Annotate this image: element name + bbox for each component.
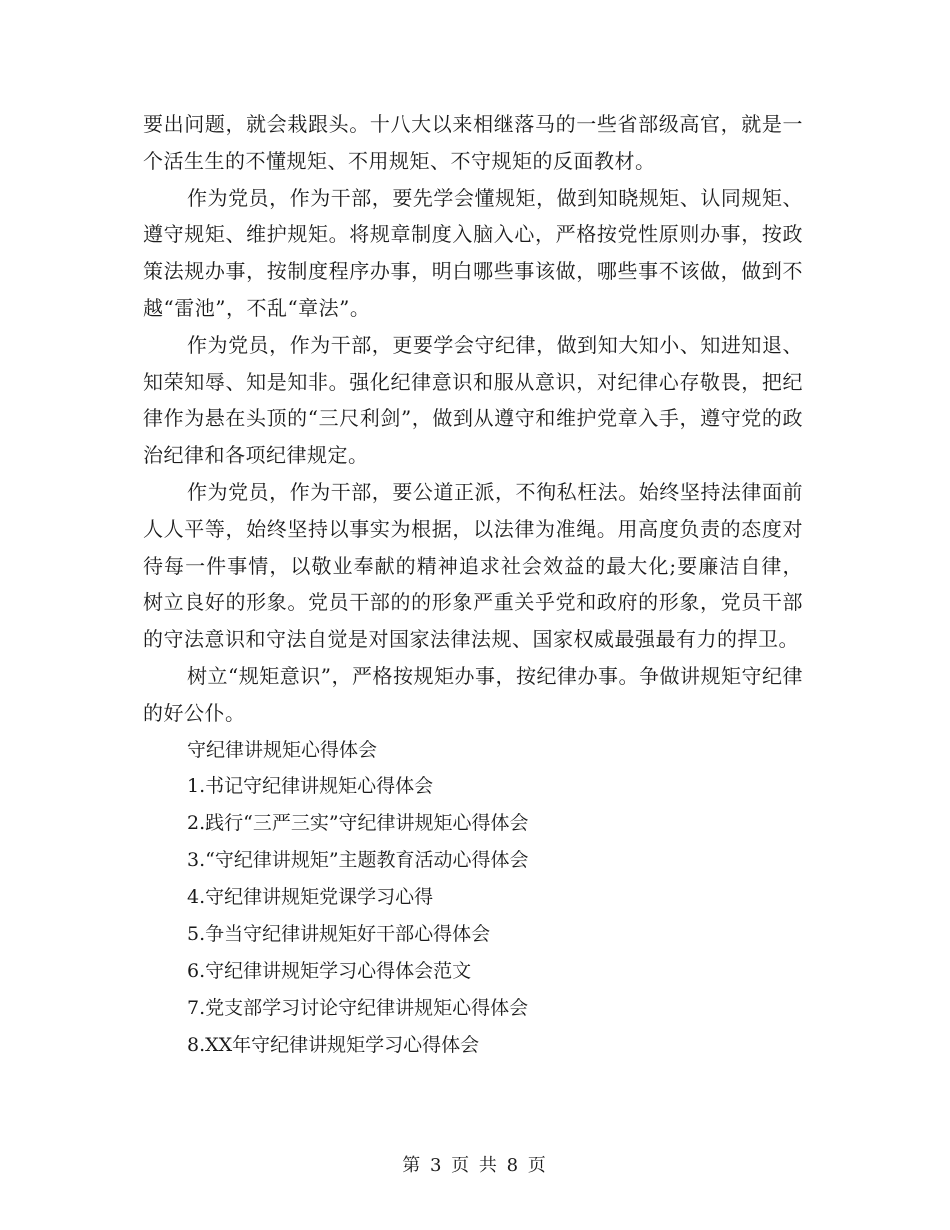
related-list-title: 守纪律讲规矩心得体会 [187, 738, 378, 761]
paragraph-continuation: 要出问题，就会栽跟头。十八大以来相继落马的一些省部级高官，就是一个活生生的不懂规矩、不用规矩、不守规矩的反面教材。 [143, 112, 803, 173]
list-item: 3.“守纪律讲规矩”主题教育活动心得体会 [187, 849, 529, 872]
list-item: 2.践行“三严三实”守纪律讲规矩心得体会 [187, 812, 529, 835]
list-item: 5.争当守纪律讲规矩好干部心得体会 [187, 923, 491, 946]
paragraph-impartial: 作为党员，作为干部，要公道正派，不徇私枉法。始终坚持法律面前人人平等，始终坚持以事实为根据，以法律为准绳。用高度负责的态度对待每一件事情，以敬业奉献的精神追求社会效益的最大化;要廉洁自律，树立良好的形象。党员干部的的形象严重关乎党和政府的形象，党员干部的守法意识和守法自觉是对国家法律法规、国家权威最强最有力的捍卫。 [143, 479, 803, 652]
page-number-footer: 第 3 页 共 8 页 [402, 1155, 548, 1176]
paragraph-rule-awareness: 树立“规矩意识”，严格按规矩办事，按纪律办事。争做讲规矩守纪律的好公仆。 [143, 663, 803, 725]
list-item: 1.书记守纪律讲规矩心得体会 [187, 775, 434, 798]
paragraph-understand-rules: 作为党员，作为干部，要先学会懂规矩，做到知晓规矩、认同规矩、遵守规矩、维护规矩。将规章制度入脑入心，严格按党性原则办事，按政策法规办事，按制度程序办事，明白哪些事该做，哪些事不该做，做到不越“雷池”，不乱“章法”。 [143, 185, 803, 320]
paragraph-keep-discipline: 作为党员，作为干部，更要学会守纪律，做到知大知小、知进知退、知荣知辱、知是知非。强化纪律意识和服从意识，对纪律心存敬畏，把纪律作为悬在头顶的“三尺利剑”，做到从遵守和维护党章入手，遵守党的政治纪律和各项纪律规定。 [143, 332, 803, 468]
document-body [143, 106, 803, 1064]
list-item: 4.守纪律讲规矩党课学习心得 [187, 886, 434, 909]
list-item: 6.守纪律讲规矩学习心得体会范文 [187, 960, 472, 983]
list-item: 7.党支部学习讨论守纪律讲规矩心得体会 [187, 997, 529, 1020]
list-item: 8.XX年守纪律讲规矩学习心得体会 [187, 1034, 480, 1057]
related-article-list [143, 768, 803, 1064]
